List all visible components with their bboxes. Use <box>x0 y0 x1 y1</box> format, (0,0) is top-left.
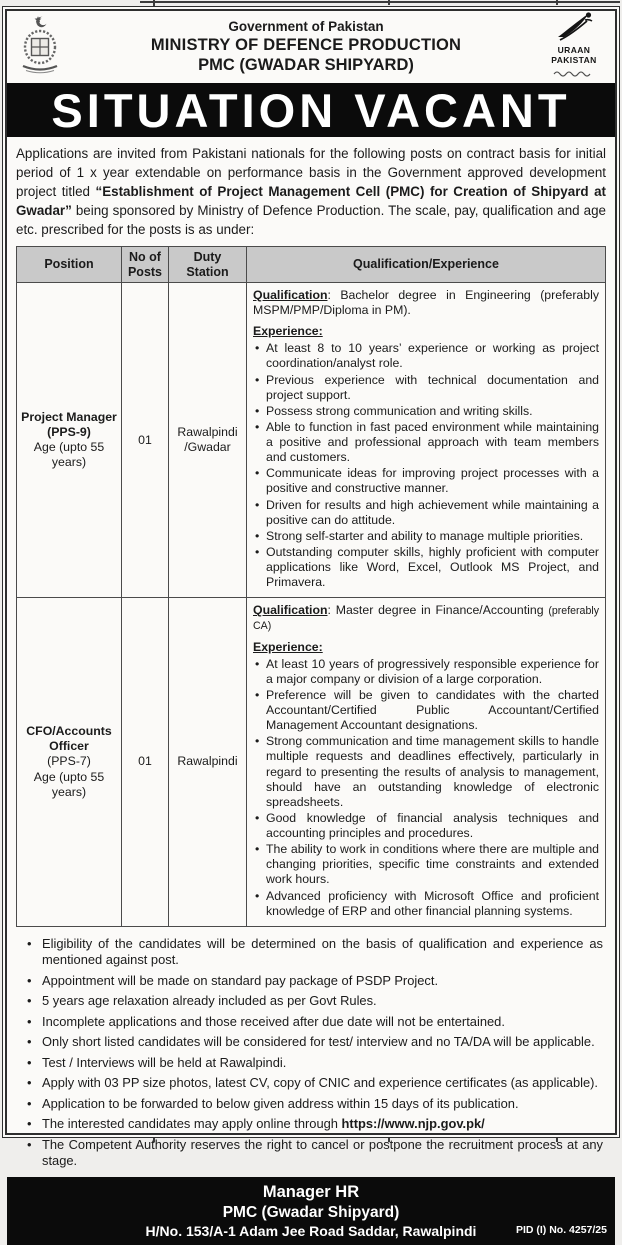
note-item-apply-online <box>20 1116 603 1133</box>
ad-header <box>7 11 615 83</box>
footer-org: PMC (Gwadar Shipyard) <box>222 1203 400 1221</box>
general-conditions-list <box>16 936 606 1170</box>
requirement-bullet: • Good knowledge of financial analysis techniques and accounting principles and procedures. <box>253 811 599 841</box>
intro-text: Applications are invited from Pakistani nationals for the following posts on contract basis for initial period of 1 x year extendable on performance basis in the Government approved development project titled <box>16 146 606 200</box>
experience-label: Experience: <box>253 324 323 339</box>
note-text: Eligibility of the candidates will be determined on the basis of qualification and experience as mentioned against post. <box>42 935 603 968</box>
pakistan-state-emblem-icon <box>17 14 69 81</box>
position-title: CFO/Accounts Officer <box>26 724 112 754</box>
uraan-pakistan-logo <box>543 11 605 83</box>
note-item <box>20 993 603 1010</box>
note-text: The interested candidates may apply online through <box>42 1116 342 1132</box>
note-item <box>20 1096 603 1113</box>
note-text: Incomplete applications and those received after due date will not be entertained. <box>42 1013 505 1029</box>
col-header-position: Position <box>17 247 122 283</box>
footer-manager-hr: Manager HR <box>262 1182 360 1201</box>
requirement-bullet: • Strong communication and time management skills to handle multiple requests and deadlines effectively, particularly in regard to presenting the results of analysis to management, should have an outstanding knowledge of electronic spreadsheets. <box>253 734 599 810</box>
organization-line: PMC (GWADAR SHIPYARD) <box>198 56 414 75</box>
government-line: Government of Pakistan <box>228 18 384 34</box>
note-text: Apply with 03 PP size photos, latest CV, copy of CNIC and experience certificates (as applicable). <box>42 1075 599 1091</box>
requirement-bullet: • Possess strong communication and writing skills. <box>253 404 599 419</box>
newspaper-crop-line-top <box>140 1 620 3</box>
vacancies-table <box>16 246 606 927</box>
position-grade: (PPS-9) <box>47 424 91 439</box>
note-item <box>20 1014 603 1031</box>
col-header-qualification: Qualification/Experience <box>247 247 606 283</box>
note-item <box>20 936 603 969</box>
qualification-cell <box>247 598 606 927</box>
apply-online-url: https://www.njp.gov.pk/ <box>341 1116 485 1132</box>
advertisement-box <box>5 9 617 1239</box>
note-text: The Competent Authority reserves the right to cancel or postpone the recruitment process at any stage. <box>42 1136 603 1169</box>
note-text: Test / Interviews will be held at Rawalpindi. <box>42 1054 287 1070</box>
experience-bullet-list <box>253 657 599 919</box>
requirement-bullet: • Outstanding computer skills, highly proficient with computer applications like Word, Excel, Outlook MS Project, and Primavera. <box>253 545 599 590</box>
position-grade: (PPS-7) <box>47 754 91 769</box>
requirement-bullet: • Driven for results and high achievement while maintaining a positive can do attitude. <box>253 498 599 528</box>
uraan-bird-icon <box>552 11 596 41</box>
requirement-bullet: • At least 10 years of progressively responsible experience for a major company or division of a large corporation. <box>253 657 599 687</box>
note-item <box>20 1034 603 1051</box>
newspaper-crop-tick <box>556 0 558 5</box>
qualification-label: Qualification <box>253 287 328 302</box>
note-text: Only short listed candidates will be considered for test/ interview and no TA/DA will be applicable. <box>42 1034 595 1050</box>
note-item <box>20 1137 603 1170</box>
project-title-text: “Establishment of Project Management Cell (PMC) for Creation of Shipyard at Gwadar” <box>16 184 607 219</box>
note-item <box>20 1075 603 1092</box>
requirement-bullet: • Strong self-starter and ability to manage multiple priorities. <box>253 529 599 544</box>
position-age-limit: Age (upto 55 years) <box>33 769 105 799</box>
duty-station-cell: Rawalpindi <box>169 598 247 927</box>
experience-label: Experience: <box>253 639 323 654</box>
requirement-bullet: • Previous experience with technical documentation and project support. <box>253 373 599 403</box>
footer-address: H/No. 153/A-1 Adam Jee Road Saddar, Rawalpindi <box>145 1222 477 1239</box>
col-header-no-of-posts: No of Posts <box>122 247 169 283</box>
intro-text-cont: being sponsored by Ministry of Defence Production. The scale, pay, qualification and age etc. prescribed for the posts is as under: <box>16 203 606 238</box>
note-text: Application to be forwarded to below given address within 15 days of its publication. <box>42 1095 519 1111</box>
qualification-cell <box>247 282 606 597</box>
note-item <box>20 973 603 990</box>
uraan-logo-line1: URAAN <box>557 45 591 56</box>
col-header-duty-station: Duty Station <box>169 247 247 283</box>
position-cell <box>17 282 122 597</box>
position-title: Project Manager <box>21 409 117 424</box>
requirement-bullet: • The ability to work in conditions where there are multiple and changing priorities, specific time constraints and extended work hours. <box>253 842 599 887</box>
note-text: 5 years age relaxation already included as per Govt Rules. <box>42 993 377 1009</box>
ad-body <box>7 137 615 1177</box>
uraan-urdu-script-icon <box>552 69 596 78</box>
advertisement-border <box>2 6 620 1239</box>
qualification-note: (preferably CA) <box>253 605 599 633</box>
posts-count-cell: 01 <box>122 598 169 927</box>
requirement-bullet: • At least 8 to 10 years’ experience or working as project coordination/analyst role. <box>253 341 599 371</box>
ad-header-titles <box>69 19 543 76</box>
qualification-text: : Bachelor degree in Engineering (preferably MSPM/PMP/Diploma in PM). <box>253 287 599 318</box>
uraan-logo-line2: PAKISTAN <box>551 54 597 65</box>
qualification-text: : Master degree in Finance/Accounting <box>327 603 549 618</box>
pid-number: PID (I) No. 4257/25 <box>515 1223 607 1236</box>
situation-vacant-banner: SITUATION VACANT <box>7 83 615 137</box>
position-age-limit: Age (upto 55 years) <box>33 440 105 470</box>
qualification-label: Qualification <box>253 603 328 618</box>
table-header-row <box>17 247 606 283</box>
newspaper-crop-tick <box>388 0 390 5</box>
requirement-bullet: • Able to function in fast paced environment while maintaining a positive and professional approach with team members and customers. <box>253 420 599 465</box>
posts-count-cell: 01 <box>122 282 169 597</box>
ad-footer <box>7 1177 615 1245</box>
note-item <box>20 1055 603 1072</box>
position-cell <box>17 598 122 927</box>
table-row-project-manager <box>17 282 606 597</box>
requirement-bullet: • Communicate ideas for improving project processes with a positive and constructive manner. <box>253 466 599 496</box>
duty-station-cell: Rawalpindi /Gwadar <box>169 282 247 597</box>
table-row-cfo-accounts-officer <box>17 598 606 927</box>
intro-paragraph <box>16 144 606 239</box>
requirement-bullet: • Advanced proficiency with Microsoft Office and proficient knowledge of ERP and other financial planning systems. <box>253 889 599 919</box>
experience-bullet-list <box>253 341 599 590</box>
note-text: Appointment will be made on standard pay package of PSDP Project. <box>42 972 439 988</box>
requirement-bullet: • Preference will be given to candidates with the charted Accountant/Certified Public Accountant/Certified Management Accountant designations. <box>253 688 599 733</box>
ministry-line: MINISTRY OF DEFENCE PRODUCTION <box>150 36 462 55</box>
